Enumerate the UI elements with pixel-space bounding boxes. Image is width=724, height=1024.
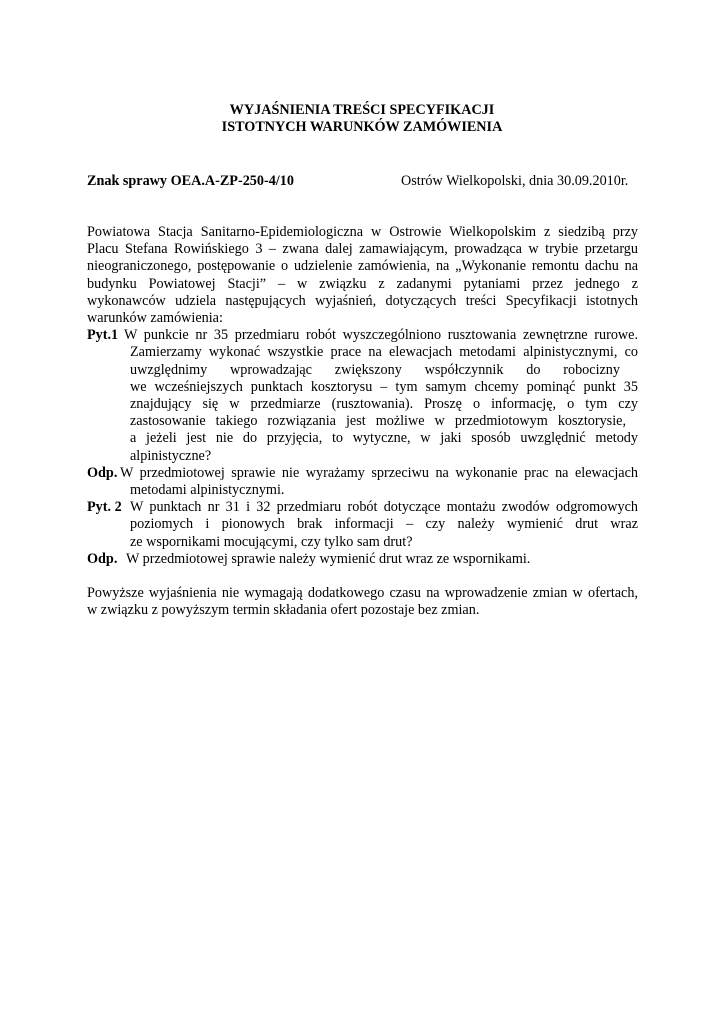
document-body: [87, 224, 638, 619]
intro-line: nieograniczonego, postępowanie o udzielenie zamówienia, na „Wykonanie remontu dachu na: [87, 258, 638, 275]
answer-2: [87, 551, 638, 568]
question-line: we wcześniejszych punktach kosztorysu – tym samym chcemy pominąć punkt 35: [130, 378, 638, 395]
intro-line: budynku Powiatowej Stacji” – w związku z zadanymi pytaniami przez jednego z: [87, 275, 638, 292]
closing-paragraph: [87, 585, 638, 619]
answer-line: W przedmiotowej sprawie należy wymienić drut wraz ze wspornikami.: [126, 550, 531, 567]
question-line: ze wspornikami mocującymi, czy tylko sam drut?: [130, 533, 413, 550]
document-title: [0, 102, 724, 136]
intro-line: Powiatowa Stacja Sanitarno-Epidemiologiczna w Ostrowie Wielkopolskim z siedzibą przy: [87, 224, 638, 240]
title-line-1: WYJAŚNIENIA TREŚCI SPECYFIKACJI: [229, 102, 495, 118]
answer-line: W przedmiotowej sprawie nie wyrażamy sprzeciwu na wykonanie prac na elewacjach: [120, 464, 638, 481]
question-line: poziomych i pionowych brak informacji – czy należy wymienić drut wraz: [130, 516, 638, 533]
intro-paragraph: [87, 224, 638, 327]
question-line: alpinistyczne?: [130, 447, 212, 464]
question-line: W punkcie nr 35 przedmiaru robót wyszczególniono rusztowania zewnętrzne rurowe.: [124, 327, 638, 344]
closing-line: Powyższe wyjaśnienia nie wymagają dodatkowego czasu na wprowadzenie zmian w ofertach,: [87, 585, 638, 602]
question-line: znajdujący się w przedmiarze (rusztowania). Proszę o informację, o tym czy: [130, 396, 638, 413]
intro-line: Placu Stefana Rowińskiego 3 – zwana dalej zamawiającym, prowadząca w trybie przetargu: [87, 241, 638, 258]
place-and-date: Ostrów Wielkopolski, dnia 30.09.2010r.: [401, 173, 629, 189]
question-1: [87, 327, 638, 465]
question-label: Pyt.1: [87, 327, 119, 344]
answer-1: [87, 465, 638, 499]
answer-label: Odp.: [87, 464, 118, 481]
question-line: Zamierzamy wykonać wszystkie prace na elewacjach metodami alpinistycznymi, co: [130, 344, 638, 361]
question-line: W punktach nr 31 i 32 przedmiaru robót dotyczące montażu zwodów odgromowych: [130, 499, 638, 516]
intro-line: wykonawców udziela następujących wyjaśnień, dotyczących treści Specyfikacji istotnych: [87, 292, 638, 309]
question-line: a jeżeli jest nie do przyjęcia, to wytyczne, w jaki sposób uwzględnić metody: [130, 430, 638, 447]
question-label: Pyt. 2: [87, 499, 122, 516]
question-2: [87, 499, 638, 551]
title-line-2: ISTOTNYCH WARUNKÓW ZAMÓWIENIA: [221, 119, 503, 135]
case-number: Znak sprawy OEA.A-ZP-250-4/10: [87, 173, 294, 189]
question-line: uwzględnimy wprowadzając zwiększony współczynnik do robocizny: [130, 361, 620, 378]
intro-line: warunków zamówienia:: [87, 310, 223, 327]
answer-label: Odp.: [87, 550, 118, 567]
closing-line: w związku z powyższym termin składania ofert pozostaje bez zmian.: [87, 602, 480, 619]
answer-line: metodami alpinistycznymi.: [130, 482, 285, 499]
question-line: zastosowanie takiego rozwiązania jest możliwe w przedmiotowym kosztorysie,: [130, 413, 626, 430]
